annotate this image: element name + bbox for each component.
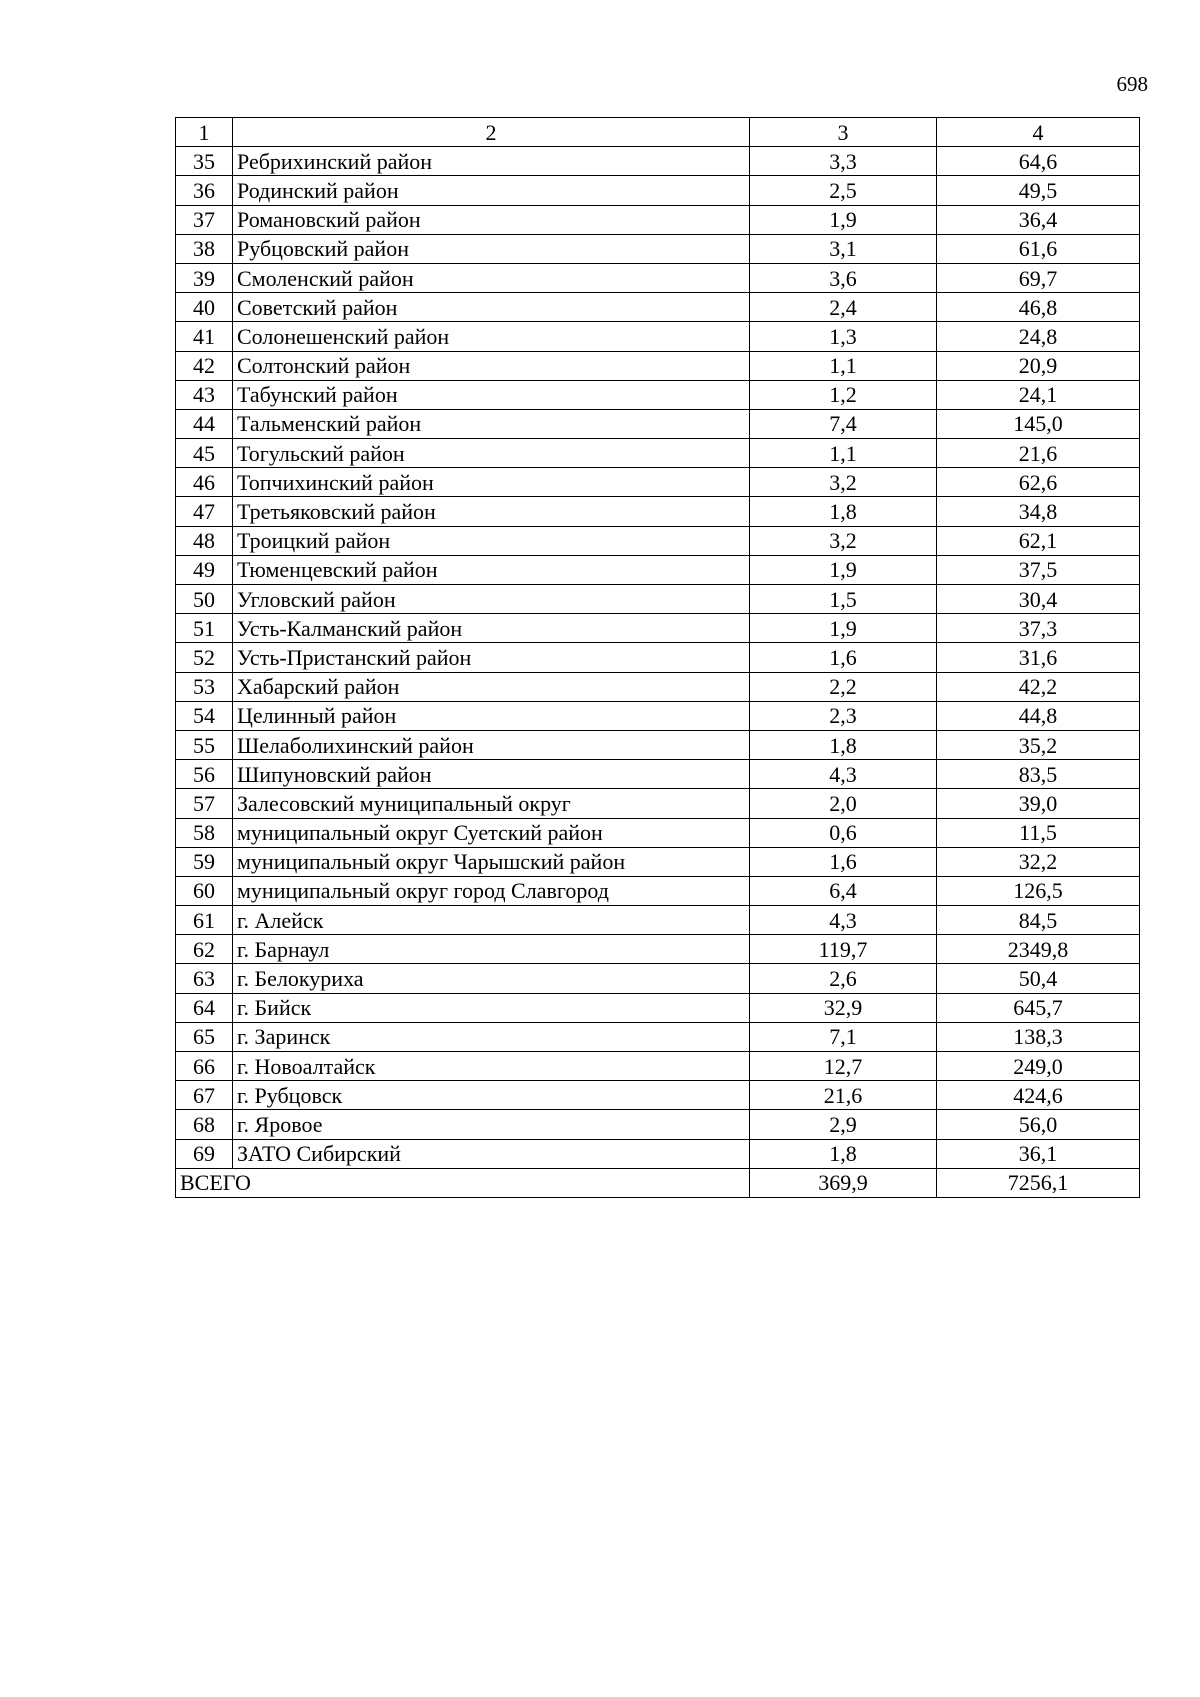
- row-number: 60: [176, 876, 233, 905]
- total-value-3: 369,9: [750, 1168, 937, 1197]
- table-row: [176, 497, 1140, 526]
- row-number: 38: [176, 234, 233, 263]
- row-name: Тогульский район: [233, 439, 750, 468]
- row-value-4: 36,4: [937, 205, 1140, 234]
- row-value-4: 126,5: [937, 876, 1140, 905]
- row-name: муниципальный округ город Славгород: [233, 876, 750, 905]
- table-row: [176, 847, 1140, 876]
- row-value-3: 1,9: [750, 555, 937, 584]
- table-row: [176, 293, 1140, 322]
- row-number: 55: [176, 730, 233, 759]
- row-name: г. Бийск: [233, 993, 750, 1022]
- row-name: Тальменский район: [233, 409, 750, 438]
- table-row: [176, 147, 1140, 176]
- row-value-3: 2,2: [750, 672, 937, 701]
- row-value-4: 145,0: [937, 409, 1140, 438]
- row-value-3: 2,9: [750, 1110, 937, 1139]
- row-number: 40: [176, 293, 233, 322]
- row-name: Солтонский район: [233, 351, 750, 380]
- total-value-4: 7256,1: [937, 1168, 1140, 1197]
- row-value-3: 1,2: [750, 380, 937, 409]
- table-row: [176, 993, 1140, 1022]
- row-name: Хабарский район: [233, 672, 750, 701]
- table-row: [176, 1081, 1140, 1110]
- row-number: 62: [176, 935, 233, 964]
- row-value-3: 4,3: [750, 906, 937, 935]
- table-body: [176, 118, 1140, 1198]
- row-name: Усть-Пристанский район: [233, 643, 750, 672]
- table-row: [176, 643, 1140, 672]
- row-value-3: 1,3: [750, 322, 937, 351]
- row-number: 51: [176, 614, 233, 643]
- header-col-1: 1: [176, 118, 233, 147]
- row-value-3: 1,6: [750, 847, 937, 876]
- row-name: Смоленский район: [233, 263, 750, 292]
- row-number: 68: [176, 1110, 233, 1139]
- row-name: г. Яровое: [233, 1110, 750, 1139]
- row-number: 69: [176, 1139, 233, 1168]
- row-value-3: 1,9: [750, 614, 937, 643]
- table-row: [176, 964, 1140, 993]
- row-value-4: 645,7: [937, 993, 1140, 1022]
- row-value-4: 42,2: [937, 672, 1140, 701]
- table-row: [176, 701, 1140, 730]
- table-row: [176, 263, 1140, 292]
- row-number: 44: [176, 409, 233, 438]
- row-value-3: 2,5: [750, 176, 937, 205]
- table-row: [176, 322, 1140, 351]
- row-number: 54: [176, 701, 233, 730]
- row-value-4: 20,9: [937, 351, 1140, 380]
- table-row: [176, 818, 1140, 847]
- row-value-3: 1,1: [750, 351, 937, 380]
- row-name: г. Барнаул: [233, 935, 750, 964]
- row-name: Советский район: [233, 293, 750, 322]
- row-number: 41: [176, 322, 233, 351]
- row-value-4: 64,6: [937, 147, 1140, 176]
- row-name: Шелаболихинский район: [233, 730, 750, 759]
- row-value-4: 37,5: [937, 555, 1140, 584]
- row-number: 65: [176, 1022, 233, 1051]
- row-number: 66: [176, 1052, 233, 1081]
- row-value-3: 12,7: [750, 1052, 937, 1081]
- row-value-3: 1,6: [750, 643, 937, 672]
- row-name: муниципальный округ Суетский район: [233, 818, 750, 847]
- row-name: Тюменцевский район: [233, 555, 750, 584]
- row-name: Ребрихинский район: [233, 147, 750, 176]
- row-value-3: 119,7: [750, 935, 937, 964]
- row-value-3: 3,6: [750, 263, 937, 292]
- row-value-4: 44,8: [937, 701, 1140, 730]
- row-name: г. Заринск: [233, 1022, 750, 1051]
- table-row: [176, 409, 1140, 438]
- row-value-3: 7,1: [750, 1022, 937, 1051]
- row-name: Угловский район: [233, 585, 750, 614]
- row-number: 48: [176, 526, 233, 555]
- row-number: 61: [176, 906, 233, 935]
- row-value-4: 11,5: [937, 818, 1140, 847]
- row-value-4: 84,5: [937, 906, 1140, 935]
- table-row: [176, 789, 1140, 818]
- row-value-4: 56,0: [937, 1110, 1140, 1139]
- row-name: Шипуновский район: [233, 760, 750, 789]
- row-number: 53: [176, 672, 233, 701]
- row-name: Залесовский муниципальный округ: [233, 789, 750, 818]
- row-number: 56: [176, 760, 233, 789]
- row-number: 49: [176, 555, 233, 584]
- table-row: [176, 468, 1140, 497]
- row-value-3: 3,3: [750, 147, 937, 176]
- table-row: [176, 1110, 1140, 1139]
- row-value-4: 35,2: [937, 730, 1140, 759]
- row-value-4: 31,6: [937, 643, 1140, 672]
- row-name: Троицкий район: [233, 526, 750, 555]
- row-name: ЗАТО Сибирский: [233, 1139, 750, 1168]
- row-value-3: 1,8: [750, 1139, 937, 1168]
- row-value-3: 1,5: [750, 585, 937, 614]
- row-value-4: 62,1: [937, 526, 1140, 555]
- data-table: [175, 117, 1140, 1198]
- row-value-3: 0,6: [750, 818, 937, 847]
- row-value-4: 62,6: [937, 468, 1140, 497]
- row-name: Рубцовский район: [233, 234, 750, 263]
- row-value-4: 24,8: [937, 322, 1140, 351]
- row-name: г. Рубцовск: [233, 1081, 750, 1110]
- row-number: 58: [176, 818, 233, 847]
- row-name: Табунский район: [233, 380, 750, 409]
- row-number: 63: [176, 964, 233, 993]
- row-value-3: 32,9: [750, 993, 937, 1022]
- row-name: г. Алейск: [233, 906, 750, 935]
- table-row: [176, 1052, 1140, 1081]
- row-value-4: 249,0: [937, 1052, 1140, 1081]
- table-row: [176, 351, 1140, 380]
- row-value-4: 32,2: [937, 847, 1140, 876]
- row-name: Третьяковский район: [233, 497, 750, 526]
- row-number: 39: [176, 263, 233, 292]
- row-value-3: 1,1: [750, 439, 937, 468]
- row-value-3: 1,8: [750, 730, 937, 759]
- table-row: [176, 672, 1140, 701]
- row-value-3: 1,9: [750, 205, 937, 234]
- row-value-4: 83,5: [937, 760, 1140, 789]
- row-value-3: 2,0: [750, 789, 937, 818]
- row-number: 59: [176, 847, 233, 876]
- header-col-4: 4: [937, 118, 1140, 147]
- row-value-4: 34,8: [937, 497, 1140, 526]
- row-value-4: 39,0: [937, 789, 1140, 818]
- total-label: ВСЕГО: [176, 1168, 750, 1197]
- row-value-3: 3,2: [750, 526, 937, 555]
- row-value-3: 3,2: [750, 468, 937, 497]
- row-number: 35: [176, 147, 233, 176]
- row-value-3: 3,1: [750, 234, 937, 263]
- row-value-3: 4,3: [750, 760, 937, 789]
- table-row: [176, 935, 1140, 964]
- table-row: [176, 205, 1140, 234]
- row-name: Солонешенский район: [233, 322, 750, 351]
- row-value-4: 50,4: [937, 964, 1140, 993]
- row-number: 45: [176, 439, 233, 468]
- row-value-4: 138,3: [937, 1022, 1140, 1051]
- row-name: Усть-Калманский район: [233, 614, 750, 643]
- table-row: [176, 906, 1140, 935]
- table-row: [176, 730, 1140, 759]
- table-header-row: [176, 118, 1140, 147]
- row-value-4: 424,6: [937, 1081, 1140, 1110]
- row-name: Романовский район: [233, 205, 750, 234]
- row-value-4: 21,6: [937, 439, 1140, 468]
- table-row: [176, 876, 1140, 905]
- table-row: [176, 555, 1140, 584]
- row-value-3: 6,4: [750, 876, 937, 905]
- header-col-2: 2: [233, 118, 750, 147]
- header-col-3: 3: [750, 118, 937, 147]
- row-value-3: 2,3: [750, 701, 937, 730]
- table-row: [176, 176, 1140, 205]
- row-number: 37: [176, 205, 233, 234]
- row-number: 36: [176, 176, 233, 205]
- row-value-4: 24,1: [937, 380, 1140, 409]
- row-value-3: 1,8: [750, 497, 937, 526]
- table-row: [176, 1139, 1140, 1168]
- row-value-4: 61,6: [937, 234, 1140, 263]
- row-value-3: 7,4: [750, 409, 937, 438]
- row-name: г. Белокуриха: [233, 964, 750, 993]
- table-row: [176, 760, 1140, 789]
- row-number: 64: [176, 993, 233, 1022]
- table-row: [176, 439, 1140, 468]
- row-value-4: 69,7: [937, 263, 1140, 292]
- row-number: 47: [176, 497, 233, 526]
- row-value-3: 2,4: [750, 293, 937, 322]
- row-value-4: 36,1: [937, 1139, 1140, 1168]
- row-number: 50: [176, 585, 233, 614]
- row-number: 67: [176, 1081, 233, 1110]
- row-value-3: 21,6: [750, 1081, 937, 1110]
- row-number: 52: [176, 643, 233, 672]
- table-row: [176, 1022, 1140, 1051]
- row-number: 57: [176, 789, 233, 818]
- row-name: Топчихинский район: [233, 468, 750, 497]
- row-value-3: 2,6: [750, 964, 937, 993]
- table-row: [176, 614, 1140, 643]
- row-value-4: 37,3: [937, 614, 1140, 643]
- row-name: Целинный район: [233, 701, 750, 730]
- table-row: [176, 526, 1140, 555]
- table-row: [176, 234, 1140, 263]
- row-value-4: 49,5: [937, 176, 1140, 205]
- table-row: [176, 380, 1140, 409]
- table-row: [176, 585, 1140, 614]
- row-value-4: 46,8: [937, 293, 1140, 322]
- row-name: муниципальный округ Чарышский район: [233, 847, 750, 876]
- row-name: г. Новоалтайск: [233, 1052, 750, 1081]
- row-number: 42: [176, 351, 233, 380]
- row-value-4: 2349,8: [937, 935, 1140, 964]
- row-value-4: 30,4: [937, 585, 1140, 614]
- row-number: 43: [176, 380, 233, 409]
- row-name: Родинский район: [233, 176, 750, 205]
- page-number: 698: [1116, 72, 1148, 96]
- row-number: 46: [176, 468, 233, 497]
- total-row: [176, 1168, 1140, 1197]
